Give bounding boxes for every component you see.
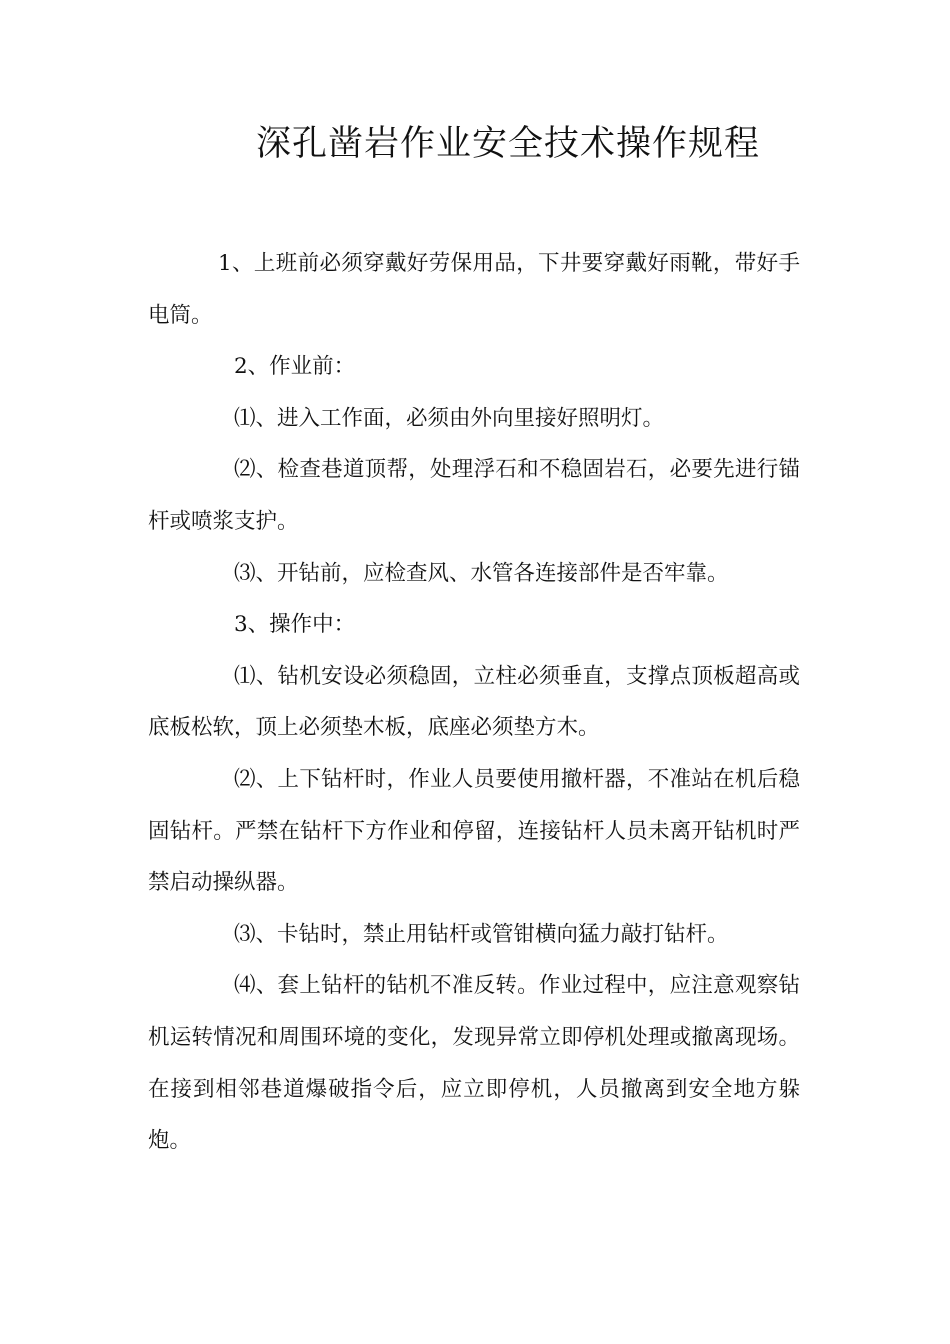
paragraph-6: 3、操作中： (234, 612, 356, 638)
paragraph-7: ⑴、钻机安设必须稳固，立柱必须垂直，支撑点顶板超高或底板松软，顶上必须垫木板，底座必须垫方木。 (148, 663, 800, 741)
document-body (148, 238, 800, 1167)
paragraph-10: ⑷、套上钻杆的钻机不准反转。作业过程中，应注意观察钻机运转情况和周围环境的变化，发现异常立即停机处理或撤离现场。在接到相邻巷道爆破指令后，应立即停机，人员撤离到安全地方躲炮。 (148, 973, 800, 1154)
paragraph-2: 2、作业前： (234, 354, 356, 380)
document-title: 深孔凿岩作业安全技术操作规程 (255, 124, 760, 164)
paragraph-1: 1、上班前必须穿戴好劳保用品，下井要穿戴好雨靴，带好手电筒。 (148, 251, 800, 328)
paragraph-8: ⑵、上下钻杆时，作业人员要使用撤杆器，不准站在机后稳固钻杆。严禁在钻杆下方作业和停留，连接钻杆人员未离开钻机时严禁启动操纵器。 (148, 766, 800, 896)
paragraph-3: ⑴、进入工作面，必须由外向里接好照明灯。 (234, 405, 665, 431)
paragraph-5: ⑶、开钻前，应检查风、水管各连接部件是否牢靠。 (234, 560, 729, 586)
paragraph-9: ⑶、卡钻时，禁止用钻杆或管钳横向猛力敲打钻杆。 (234, 921, 729, 947)
paragraph-4: ⑵、检查巷道顶帮，处理浮石和不稳固岩石，必要先进行锚杆或喷浆支护。 (148, 457, 800, 534)
